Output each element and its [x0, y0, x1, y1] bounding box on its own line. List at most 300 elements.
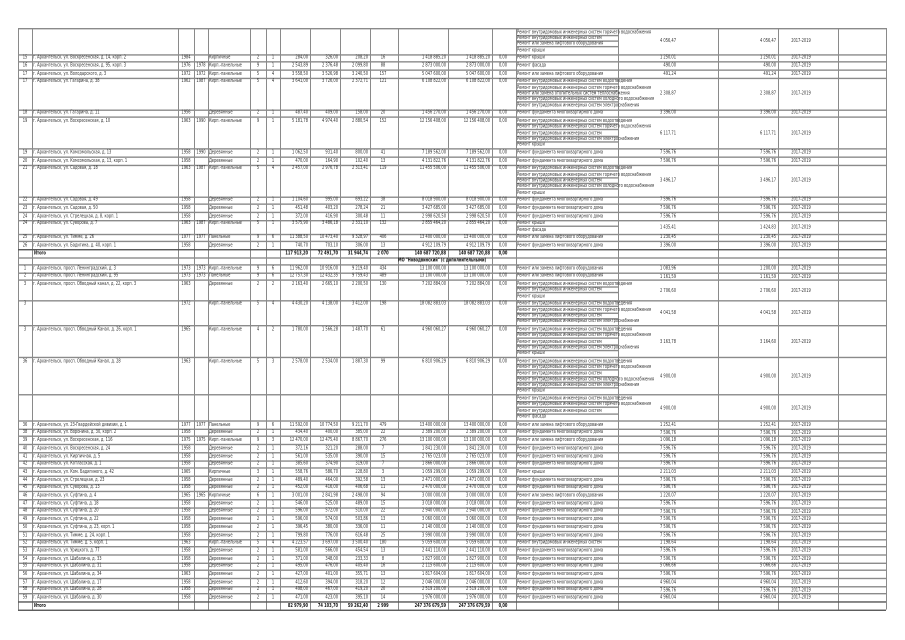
table-cell: 1 866 000,00	[421, 460, 446, 467]
table-cell: 20	[380, 586, 386, 593]
table-cell: 9	[256, 62, 260, 69]
table-cell: 13 100 000,00	[463, 265, 490, 271]
table-cell: 2 313,41	[351, 165, 368, 171]
table-cell: 406,68	[355, 484, 368, 490]
table-cell: 1958	[181, 507, 191, 514]
table-cell: г. Архангельск, просп. Ленинградский, д. 95	[33, 273, 119, 279]
table-cell: 119	[379, 165, 387, 171]
table-cell: 319,00	[355, 460, 368, 467]
table-cell: 2	[256, 547, 260, 553]
table-cell: 59 262,40	[347, 602, 368, 609]
table-cell: 616,48	[355, 531, 368, 538]
table-cell: 703,10	[325, 242, 338, 248]
table-cell: 2017-2019	[791, 452, 811, 459]
table-cell: Ремонт фундамента многоквартирного дома	[517, 242, 604, 248]
table-cell: 6 108 822,00	[465, 78, 490, 84]
table-cell: 491,24	[763, 70, 776, 77]
table-cell: 2	[256, 484, 260, 490]
table-cell: 1965	[181, 468, 191, 475]
table-cell: 0,00	[498, 117, 507, 124]
table-cell: 82 979,90	[287, 602, 308, 609]
table-cell: Кирп.-панельные	[209, 117, 242, 124]
table-cell: 0,00	[498, 460, 507, 467]
table-cell: 1 230,45	[659, 234, 676, 240]
table-cell: 7 596,76	[659, 547, 676, 553]
table-cell: 8 018 900,00	[421, 196, 446, 203]
table-cell: Ремонт внутридомовых инженерных систем	[517, 369, 602, 376]
table-cell: 7 596,76	[659, 476, 676, 483]
table-cell: Ремонт крыши	[517, 220, 545, 226]
table-cell: 2 880,54	[351, 117, 368, 124]
table-cell: г. Архангельск, просп. Обводный Канал, д. 28	[33, 358, 121, 364]
table-cell: 2017-2019	[791, 223, 811, 230]
table-cell: 1 827 900,00	[465, 555, 490, 561]
table-cell: 1 161,59	[759, 273, 776, 279]
table-cell: Ремонт внутридомовых инженерных систем	[517, 129, 602, 136]
table-cell: Ремонт внутридомовых инженерных систем водоотведения	[517, 358, 633, 364]
table-cell: 1958	[181, 460, 191, 467]
table-cell: г. Архангельск, ул. Тимме, д. 5, корп. 1	[33, 539, 108, 545]
table-cell: 470,00	[295, 157, 308, 163]
table-cell: 13 400 000,00	[463, 234, 490, 240]
table-cell: 4	[271, 70, 275, 76]
table-cell: 1 250,01	[759, 54, 776, 61]
table-cell: Деревянные	[209, 149, 233, 155]
table-cell: Ремонт фундамента многоквартирного дома	[517, 204, 604, 211]
table-cell: 2017-2019	[791, 54, 811, 61]
table-cell: Ремонт крыши	[517, 292, 545, 299]
table-cell: 0,00	[498, 358, 507, 364]
table-cell: 152	[379, 117, 387, 124]
table-cell: г. Архангельск, ул. Шабалина, д. 17	[33, 578, 102, 585]
table-cell: 1 083,96	[659, 265, 676, 271]
table-cell: 7 596,76	[659, 531, 676, 538]
table-cell: 2017-2019	[791, 265, 811, 271]
table-cell: 3 496,17	[759, 177, 776, 183]
table-cell: 7 596,76	[759, 149, 776, 156]
table-cell: 2 308,87	[659, 90, 676, 96]
table-cell: Ремонт фундамента многоквартирного дома	[517, 500, 604, 506]
table-cell: 19	[22, 117, 28, 124]
table-cell: 2017-2019	[791, 177, 811, 183]
table-cell: 2	[256, 515, 260, 522]
table-cell: 5	[256, 220, 260, 226]
table-cell: Ремонт внутридомовых инженерных систем	[517, 177, 602, 183]
table-cell: 2	[271, 280, 275, 287]
table-cell: 1	[271, 578, 275, 585]
table-cell: 318,20	[355, 578, 368, 585]
table-cell: 2017-2019	[791, 555, 811, 561]
table-cell: 7 596,76	[659, 586, 676, 593]
table-cell: Ремонт внутридомовых инженерных систем	[517, 286, 602, 293]
table-cell: 1	[271, 444, 275, 451]
table-cell: 1956	[181, 109, 191, 116]
table-cell: г. Архангельск, ул. Суфтина, д. 18	[33, 500, 99, 506]
table-cell: 4 900,00	[659, 404, 676, 411]
table-cell: 15	[380, 452, 386, 459]
table-cell: 16	[380, 563, 386, 569]
table-cell: 1	[271, 54, 275, 61]
table-cell: 99	[380, 358, 386, 364]
table-cell: 2017-2019	[791, 309, 811, 316]
table-cell: Ремонт внутридомовых инженерных систем горячего водоснабжения	[517, 171, 652, 177]
table-cell: 42	[22, 460, 28, 467]
table-cell: 2	[23, 273, 27, 279]
table-cell: 102,40	[355, 157, 368, 163]
table-cell: 1	[271, 507, 275, 514]
table-cell: 1958	[181, 149, 191, 155]
table-cell: 2017-2019	[791, 234, 811, 240]
table-cell: 2	[256, 452, 260, 459]
table-cell: 2 855 464,20	[465, 220, 490, 226]
table-cell: 0,00	[498, 421, 507, 427]
table-cell: г. Архангельск, ул. Суфтина, д. 4	[33, 492, 97, 498]
table-cell: 7 596,76	[759, 460, 776, 467]
table-cell: 2 999	[377, 602, 389, 609]
table-cell: Панельные	[209, 421, 231, 427]
table-cell: 0,00	[498, 444, 507, 451]
table-cell: Деревянные	[209, 507, 233, 514]
table-cell: 1 487,70	[351, 326, 368, 332]
table-cell: 799,80	[295, 531, 308, 538]
table-cell: 4	[271, 78, 275, 84]
table-cell: 2017-2019	[791, 62, 811, 69]
table-cell: Ремонт фундамента многоквартирного дома	[517, 555, 604, 561]
table-cell: 7 596,76	[659, 429, 676, 435]
table-cell: 0,00	[498, 555, 507, 561]
table-cell: 2 873 000,00	[465, 62, 490, 69]
table-cell: 276	[379, 437, 387, 443]
table-cell: Ремонт или замена отопительных систем теплоснабжения	[517, 90, 630, 96]
table-cell: 1958	[181, 555, 191, 561]
table-cell: 1 887,30	[351, 358, 368, 364]
table-cell: 1973	[196, 273, 206, 279]
table-cell: 0,00	[498, 578, 507, 585]
table-cell: 2017-2019	[791, 515, 811, 522]
table-cell: 355,71	[355, 570, 368, 577]
table-cell: 1 230,45	[759, 234, 776, 240]
table-cell: 1958	[181, 515, 191, 522]
table-cell: 0,00	[498, 204, 507, 211]
table-cell: 2	[256, 531, 260, 538]
table-cell: 452,00	[295, 484, 308, 490]
table-cell: г. Архангельск, ул. Бадигина, д. 40, корп. 1	[33, 242, 116, 248]
table-cell: 117 913,20	[285, 250, 308, 256]
table-cell: 385,60	[295, 460, 308, 467]
table-cell: 13	[380, 547, 386, 553]
table-cell: 1	[23, 265, 27, 271]
table-cell: 1	[271, 555, 275, 561]
table-cell: Ремонт фундамента многоквартирного дома	[517, 586, 604, 593]
table-cell: 1984	[181, 54, 191, 61]
table-cell: 9 219,40	[351, 265, 368, 271]
table-cell: 0,00	[498, 594, 507, 601]
table-cell: 0,00	[498, 570, 507, 577]
table-cell: 479	[379, 421, 387, 427]
table-cell: г. Архангельск, ул. Урицкого, д. 77	[33, 547, 100, 553]
table-cell: 348,00	[325, 555, 338, 561]
table-cell: Деревянные	[209, 157, 233, 163]
table-cell: 25	[380, 531, 386, 538]
table-cell: 4 430,20	[291, 300, 308, 307]
table-cell: 372,00	[295, 212, 308, 219]
table-cell: Ремонт фундамента многоквартирного дома	[517, 157, 604, 163]
table-cell: 3 486,18	[321, 220, 338, 226]
table-cell: г. Архангельск, просп. Ленинградский, д. 3	[33, 265, 116, 271]
table-cell: 0,00	[498, 242, 507, 248]
table-cell: 1958	[181, 212, 191, 219]
table-cell: 2	[256, 594, 260, 601]
table-cell: 1	[271, 492, 275, 498]
table-cell: 10 774,50	[319, 421, 338, 427]
table-cell: 490,00	[763, 62, 776, 69]
table-cell: г. Архангельск, ул. Володарского, д. 3	[33, 70, 107, 76]
table-cell: 12 757,30	[289, 273, 308, 279]
table-cell: 1	[271, 500, 275, 506]
table-cell: 13	[380, 476, 386, 482]
table-cell: 1973	[181, 273, 191, 279]
table-cell: Деревянные	[209, 460, 233, 467]
table-cell: 53	[22, 547, 28, 553]
table-cell: 5	[256, 358, 260, 364]
table-cell: г. Архангельск, ул. Шабалина, д. 31	[33, 563, 102, 569]
table-cell: 3 060 000,00	[421, 515, 446, 522]
table-cell: 0,00	[498, 539, 507, 545]
table-cell: 1 104,60	[291, 196, 308, 203]
table-cell: 5	[256, 70, 260, 76]
table-cell: 1973	[196, 265, 206, 271]
table-cell: 284,00	[295, 54, 308, 61]
table-cell: Ремонт внутридомовых инженерных систем горячего водоснабжения	[517, 363, 652, 370]
table-cell: 25	[22, 234, 28, 240]
table-cell: 525,00	[325, 500, 338, 506]
table-cell: г. Архангельск, ул. Гагарина, д. 11	[33, 109, 100, 116]
table-cell: Деревянные	[209, 204, 233, 211]
table-cell: 8	[381, 555, 385, 561]
table-cell: 46	[22, 492, 28, 498]
table-cell: 1 976 000,00	[421, 594, 446, 601]
table-cell: 2 534,00	[321, 358, 338, 364]
table-cell: 1	[271, 452, 275, 459]
table-cell: 22	[22, 196, 28, 203]
table-cell: 0,00	[498, 326, 507, 332]
table-cell: 2017-2019	[791, 404, 811, 411]
table-cell: 2017-2019	[791, 129, 811, 136]
table-cell: 0,00	[498, 157, 507, 163]
table-cell: г. Архангельск, ул. Суфтина, д. 22	[33, 515, 99, 522]
table-cell: 2 211,03	[659, 468, 676, 475]
table-cell: 2 470 000,00	[465, 484, 490, 490]
table-cell: 74 103,70	[317, 602, 338, 609]
table-cell: 5 047 600,00	[421, 70, 446, 76]
table-cell: 24	[22, 220, 28, 226]
table-cell: 476,00	[325, 563, 338, 569]
table-cell: 2017-2019	[791, 445, 811, 451]
table-cell: Кирп.-панельные	[209, 78, 242, 84]
table-cell: 88	[380, 62, 386, 69]
table-cell: 4 900,00	[759, 404, 776, 411]
table-cell: 1	[271, 476, 275, 482]
table-cell: 17	[22, 78, 28, 84]
table-cell: 4 056,47	[759, 38, 776, 44]
table-cell: 4 131 822,76	[465, 157, 490, 163]
table-cell: 3 000 000,00	[465, 492, 490, 498]
table-cell: 9	[256, 117, 260, 124]
table-cell: 0,00	[498, 280, 507, 287]
table-cell: г. Архангельск, ул. Шабалина, д. 30	[33, 594, 102, 601]
table-cell: Деревянные	[209, 531, 233, 538]
table-cell: 2 706,60	[659, 287, 676, 293]
table-cell: 3 575,90	[291, 220, 308, 226]
table-cell: 394,00	[325, 578, 338, 585]
table-cell: 18 082 883,03	[463, 300, 490, 307]
table-cell: 3 164,60	[759, 338, 776, 344]
table-cell: Ремонт фундамента многоквартирного дома	[517, 429, 604, 435]
table-cell: Ремонт фасада	[517, 226, 547, 232]
table-cell: 1977	[196, 421, 206, 427]
table-cell: 5 059 600,00	[465, 539, 490, 545]
table-cell: 11 962,00	[289, 265, 308, 271]
table-cell: г. Архангельск, ул. Воскресенская, д. 24	[33, 444, 111, 451]
table-cell: 2017-2019	[791, 437, 811, 443]
table-cell: 0,00	[498, 273, 507, 279]
table-cell: г. Архангельск, ул. Садовая, д. 50	[33, 204, 98, 211]
table-cell: г. Архангельск, ул. 23-Гвардейской дивизии, д. 1	[33, 421, 127, 427]
table-cell: Ремонт фундамента многоквартирного дома	[517, 109, 604, 116]
table-cell: 2017-2019	[791, 476, 811, 483]
table-cell: 157	[379, 70, 387, 76]
table-cell: 1 780,00	[291, 326, 308, 332]
table-cell: 5	[256, 300, 260, 307]
table-cell: 7 596,76	[759, 445, 776, 451]
table-cell: 0,00	[498, 109, 507, 116]
table-cell: 38	[22, 429, 28, 435]
table-cell: 0,00	[498, 265, 507, 271]
table-cell: 7 596,76	[659, 452, 676, 459]
table-cell: Ремонт внутридомовых инженерных систем	[517, 312, 602, 319]
table-cell: г. Архангельск, ул. Комсомольская, д. 13	[33, 149, 112, 155]
table-cell: 7 596,76	[659, 149, 676, 156]
table-cell: Кирп.-панельные	[209, 62, 242, 69]
table-cell: 3	[271, 358, 275, 364]
table-cell: 2 211,03	[759, 468, 776, 475]
table-cell: Ремонт внутридомовых инженерных систем водоотведения	[517, 300, 633, 307]
table-cell: 7 596,76	[659, 212, 676, 219]
table-cell: 740,70	[295, 242, 308, 248]
table-cell: 495,00	[295, 563, 308, 569]
table-cell: Деревянные	[209, 242, 233, 248]
table-cell: Ремонт внутридомовых инженерных систем электроснабжения	[517, 318, 640, 325]
table-cell: г. Архангельск, ул. Котласская, д. 1	[33, 460, 102, 467]
table-cell: 1 866 000,00	[465, 460, 490, 467]
table-cell: Ремонт внутридомовых инженерных систем холодного водоснабжения	[517, 182, 654, 189]
table-cell: 2017-2019	[791, 523, 811, 530]
table-cell: Ремонт внутридомовых инженерных систем	[517, 407, 602, 413]
table-cell: 1963	[181, 358, 191, 364]
table-cell: 1	[271, 594, 275, 601]
table-cell: 198	[379, 300, 387, 307]
table-cell: Ремонт фундамента многоквартирного дома	[517, 531, 604, 538]
table-cell: 423,00	[325, 594, 338, 601]
table-cell: 7 596,76	[659, 204, 676, 211]
table-cell: Ремонт внутридомовых инженерных систем горячего водоснабжения	[517, 28, 652, 35]
table-cell: 11 455 506,00	[419, 165, 446, 171]
table-cell: 1965	[181, 492, 191, 498]
table-cell: 0,00	[498, 196, 507, 203]
table-cell: 2 706,60	[759, 287, 776, 293]
table-cell: 3	[23, 280, 27, 287]
table-cell: 2	[256, 523, 260, 530]
table-cell: 3 396,00	[659, 110, 676, 116]
table-cell: 3 018 000,00	[465, 500, 490, 506]
table-cell: 2	[256, 555, 260, 561]
table-cell: 1958	[181, 429, 191, 435]
table-cell: 13 400 000,00	[463, 421, 490, 427]
table-cell: Деревянные	[209, 109, 233, 116]
table-cell: 995,00	[325, 196, 338, 203]
table-cell: 1958	[181, 204, 191, 211]
table-cell: 1987	[196, 220, 206, 226]
table-cell: 300,48	[355, 212, 368, 219]
table-cell: 0,00	[498, 531, 507, 538]
table-cell: 1 096,18	[759, 437, 776, 443]
table-cell: 1962	[181, 78, 191, 84]
table-cell: 7 596,76	[659, 197, 676, 203]
table-cell: г. Архангельск, ул. Ком. Бадигиного, д. 42	[33, 468, 114, 475]
table-cell: г. Архангельск, ул. Шабалина, д. 33	[33, 555, 102, 561]
table-cell: 1958	[181, 500, 191, 506]
table-cell: г. Архангельск, просп. Обводный канал, д. 22, корп. 3	[33, 280, 137, 287]
table-cell: 2	[256, 578, 260, 585]
table-cell: Ремонт внутридомовых инженерных систем горячего водоснабжения	[517, 401, 652, 408]
table-cell: 0,00	[498, 484, 507, 490]
table-cell: 11	[380, 484, 386, 490]
table-cell: 1972	[181, 70, 191, 76]
table-cell: 3 412,00	[351, 300, 368, 307]
table-cell: 409,00	[325, 109, 338, 116]
table-cell: Кирп.-панельные	[209, 539, 242, 545]
table-cell: 7 202 884,00	[421, 280, 446, 287]
table-cell: 6	[271, 421, 275, 427]
table-cell: 2	[256, 196, 260, 203]
table-cell: 7 596,76	[659, 555, 676, 561]
table-cell: 7 596,76	[759, 531, 776, 538]
table-cell: 3 500,40	[351, 539, 368, 545]
table-cell: 4 912 109,79	[465, 242, 490, 248]
table-cell: 3 427 685,00	[465, 204, 490, 211]
table-cell: 3 240,50	[351, 70, 368, 76]
table-cell: 18 082 883,03	[419, 300, 446, 307]
table-cell: 121	[379, 78, 387, 84]
table-cell: 44	[22, 476, 28, 482]
table-cell: 2017-2019	[791, 531, 811, 538]
table-cell: 12 470,00	[289, 437, 308, 443]
table-cell: 2 765 023,00	[421, 452, 446, 459]
table-cell: 558,76	[295, 468, 308, 475]
table-cell: 2 998 620,50	[465, 212, 490, 219]
table-cell: 4 131 822,76	[421, 157, 446, 163]
table-cell: 1 424,83	[759, 223, 776, 230]
table-cell: 776,00	[325, 531, 338, 538]
table-cell: 3 990 000,00	[465, 531, 490, 538]
table-cell: 0,00	[498, 165, 507, 171]
table-cell: 7	[381, 444, 385, 451]
table-cell: 306,00	[355, 242, 368, 248]
table-cell: 4 900,00	[759, 373, 776, 379]
table-cell: г. Архангельск, ул. Тимме, д. 24, корп. 1	[33, 531, 110, 538]
table-cell: 2017-2019	[791, 547, 811, 553]
table-cell: 12 475,40	[319, 437, 338, 443]
